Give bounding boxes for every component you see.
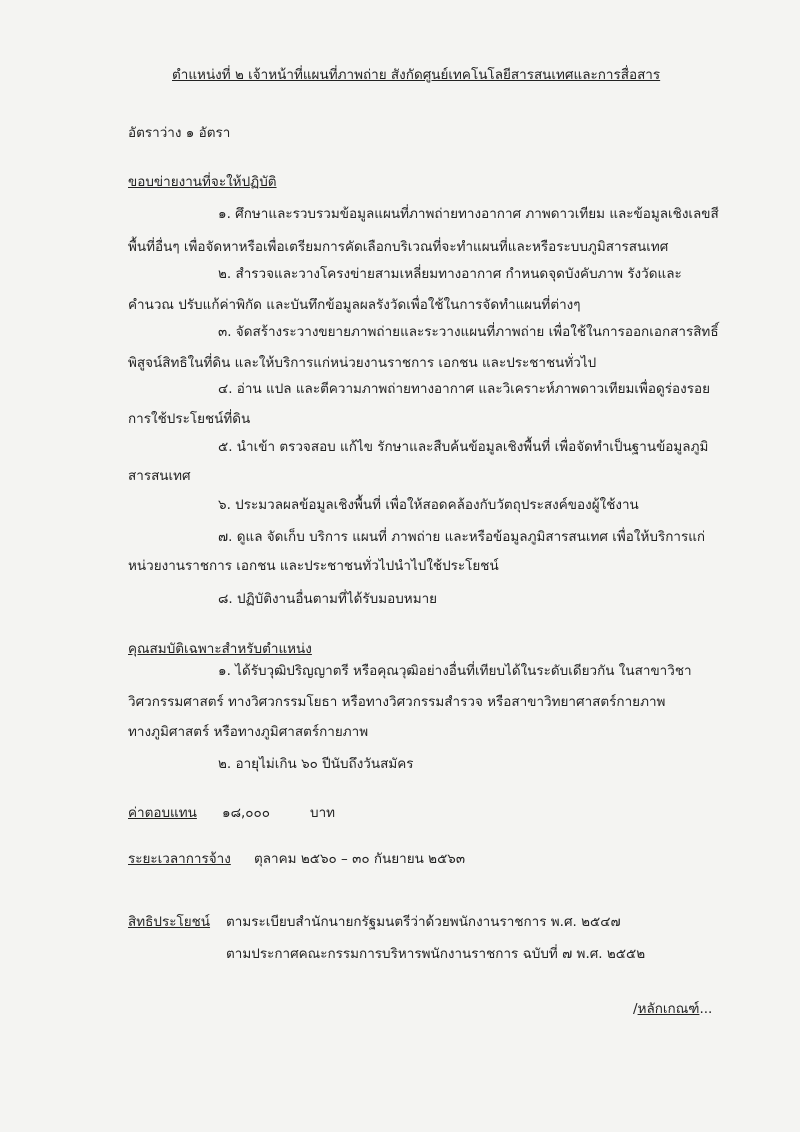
qualification-1-line1: ๑. ได้รับวุฒิปริญญาตรี หรือคุณวุฒิอย่างอื่นที่เทียบได้ในระดับเดียวกัน ในสาขาวิชา [218,663,692,679]
duty-4-line1: ๔. อ่าน แปล และตีความภาพถ่ายทางอากาศ และวิเคราะห์ภาพดาวเทียมเพื่อดูร่องรอย [218,381,711,397]
continuation-marker [633,1000,712,1018]
continuation-prefix: / [633,1001,638,1017]
qualification-1-line3: ทางภูมิศาสตร์ หรือทางภูมิศาสตร์กายภาพ [128,724,369,740]
salary-label: ค่าตอบแทน [128,805,197,821]
page-heading: ตำแหน่งที่ ๒ เจ้าหน้าที่แผนที่ภาพถ่าย สังกัดศูนย์เทคโนโลยีสารสนเทศและการสื่อสาร [172,67,661,83]
duty-2-line1: ๒. สำรวจและวางโครงข่ายสามเหลี่ยมทางอากาศ กำหนดจุดบังคับภาพ รังวัดและ [218,266,682,282]
duty-4-line2: การใช้ประโยชน์ที่ดิน [128,411,251,427]
duty-2-line2: คำนวณ ปรับแก้ค่าพิกัด และบันทึกข้อมูลผลรังวัดเพื่อใช้ในการจัดทำแผนที่ต่างๆ [128,297,581,313]
duty-7-line2: หน่วยงานราชการ เอกชน และประชาชนทั่วไปนำไปใช้ประโยชน์ [128,558,499,574]
salary-amount: ๑๘,๐๐๐ [222,805,270,821]
period-value: ตุลาคม ๒๕๖๐ – ๓๐ กันยายน ๒๕๖๓ [254,851,466,867]
duty-7-line1: ๗. ดูแล จัดเก็บ บริการ แผนที่ ภาพถ่าย และหรือข้อมูลภูมิสารสนเทศ เพื่อให้บริการแก่ [218,529,706,545]
qualifications-title: คุณสมบัติเฉพาะสำหรับตำแหน่ง [128,641,312,657]
benefits-line2: ตามประกาศคณะกรรมการบริหารพนักงานราชการ ฉบับที่ ๗ พ.ศ. ๒๕๕๒ [226,946,646,962]
continuation-link: หลักเกณฑ์ [637,1001,700,1017]
duty-3-line2: พิสูจน์สิทธิในที่ดิน และให้บริการแก่หน่วยงานราชการ เอกชน และประชาชนทั่วไป [128,355,597,371]
period-label: ระยะเวลาการจ้าง [128,851,231,867]
qualification-2: ๒. อายุไม่เกิน ๖๐ ปีนับถึงวันสมัคร [218,756,414,772]
duty-3-line1: ๓. จัดสร้างระวางขยายภาพถ่ายและระวางแผนที่ภาพถ่าย เพื่อใช้ในการออกเอกสารสิทธิ์ [218,324,719,340]
duty-5-line2: สารสนเทศ [128,468,191,484]
salary-unit: บาท [310,805,336,821]
duty-5-line1: ๕. นำเข้า ตรวจสอบ แก้ไข รักษาและสืบค้นข้อมูลเชิงพื้นที่ เพื่อจัดทำเป็นฐานข้อมูลภูมิ [218,439,709,455]
duty-8-line1: ๘. ปฏิบัติงานอื่นตามที่ได้รับมอบหมาย [218,591,438,607]
duty-6-line1: ๖. ประมวลผลข้อมูลเชิงพื้นที่ เพื่อให้สอดคล้องกับวัตถุประสงค์ของผู้ใช้งาน [218,497,639,513]
benefits-label: สิทธิประโยชน์ [128,914,211,930]
duty-1-line2: พื้นที่อื่นๆ เพื่อจัดหาหรือเพื่อเตรียมการคัดเลือกบริเวณที่จะทำแผนที่และหรือระบบภูมิสารสนเทศ [128,239,669,255]
duties-title: ขอบข่ายงานที่จะให้ปฏิบัติ [128,174,277,190]
continuation-suffix: ... [699,1001,713,1017]
qualification-1-line2: วิศวกรรมศาสตร์ ทางวิศวกรรมโยธา หรือทางวิศวกรรมสำรวจ หรือสาขาวิทยาศาสตร์กายภาพ [128,694,666,710]
benefits-line1: ตามระเบียบสำนักนายกรัฐมนตรีว่าด้วยพนักงานราชการ พ.ศ. ๒๕๔๗ [226,914,621,930]
duty-1-line1: ๑. ศึกษาและรวบรวมข้อมูลแผนที่ภาพถ่ายทางอากาศ ภาพดาวเทียม และข้อมูลเชิงเลขสี [218,206,719,222]
vacancy-count: อัตราว่าง ๑ อัตรา [128,125,231,141]
